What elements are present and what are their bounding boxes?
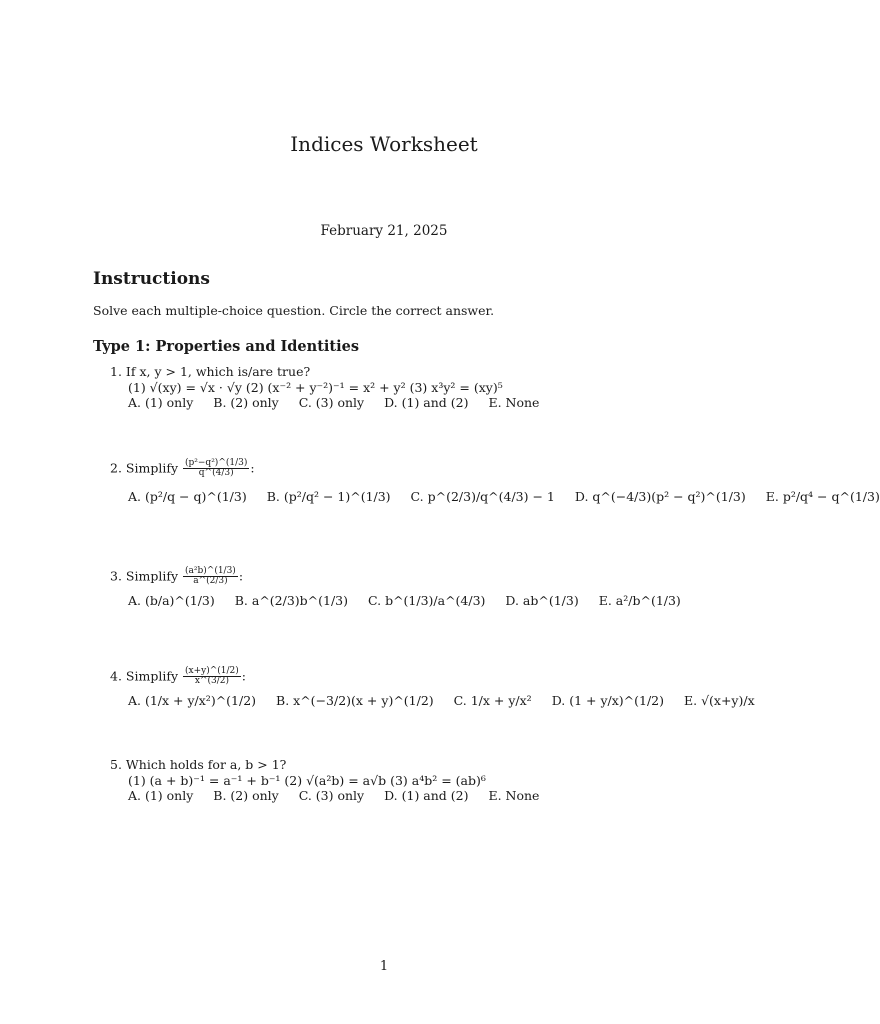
option-b[interactable]: B. (2) only <box>213 395 279 411</box>
question-stem: Which holds for a, b > 1? <box>125 757 287 772</box>
question-number: 3. <box>110 568 122 584</box>
answer-options <box>110 489 880 505</box>
page-title: Indices Worksheet <box>290 132 478 156</box>
expression-denominator: x^(3/2) <box>194 676 229 687</box>
question-4: 4. Simplify $\frac{(x+y)\^{}(1/2)}{x\^{}(3/2)}$ : A. (1/x + y/x²)^(1/2) B. x^(−3/2)(x + y)^(1/2) C. 1/x + y/x² D. (1 + y/x)^(1/2) E. √(x+y)/x <box>110 666 755 708</box>
question-stem: Simplify <box>125 568 179 584</box>
question-number: 1. <box>110 364 122 379</box>
question-5 <box>110 757 539 804</box>
expression-denominator: q^(4/3) <box>198 468 234 479</box>
expression-numerator: (p²−q²)^(1/3) <box>185 458 248 468</box>
question-stem: Simplify <box>125 668 179 684</box>
instructions-text: Solve each multiple-choice question. Circle the correct answer. <box>93 303 495 318</box>
option-b[interactable]: B. (p²/q² − 1)^(1/3) <box>266 488 391 504</box>
expression-numerator: (x+y)^(1/2) <box>185 666 239 676</box>
question-expression <box>183 459 249 479</box>
question-number: 4. <box>110 668 122 684</box>
option-d[interactable]: D. (1) and (2) <box>384 788 469 804</box>
question-statement: (1) (a + b)⁻¹ = a⁻¹ + b⁻¹ (2) √(a²b) = a√b (3) a⁴b² = (ab)⁶ <box>128 772 486 788</box>
question-1 <box>110 364 539 411</box>
option-a[interactable]: A. (b/a)^(1/3) <box>128 592 215 608</box>
answer-options <box>110 788 539 804</box>
answer-options <box>110 395 539 411</box>
option-a[interactable]: A. (1) only <box>128 788 194 804</box>
option-e[interactable]: E. p²/q⁴ − q^(1/3) <box>765 488 880 504</box>
answer-options <box>110 693 755 709</box>
option-e[interactable]: E. a²/b^(1/3) <box>598 592 681 608</box>
option-c[interactable]: C. b^(1/3)/a^(4/3) <box>368 592 486 608</box>
option-a[interactable]: A. (p²/q − q)^(1/3) <box>128 488 247 504</box>
question-number: 5. <box>110 757 122 772</box>
question-stem: If x, y > 1, which is/are true? <box>125 364 311 379</box>
option-b[interactable]: B. x^(−3/2)(x + y)^(1/2) <box>276 692 434 708</box>
expression-denominator: a^(2/3) <box>193 576 228 587</box>
expression-numerator: (a²b)^(1/3) <box>185 566 236 576</box>
option-e[interactable]: E. None <box>488 788 540 804</box>
question-stem: Simplify <box>125 460 179 476</box>
question-expression <box>183 667 241 687</box>
question-number: 2. <box>110 460 122 476</box>
answer-options <box>110 593 681 609</box>
option-c[interactable]: C. (3) only <box>298 395 365 411</box>
option-c[interactable]: C. p^(2/3)/q^(4/3) − 1 <box>410 488 555 504</box>
option-d[interactable]: D. q^(−4/3)(p² − q²)^(1/3) <box>574 488 746 504</box>
instructions-heading: Instructions <box>93 269 210 289</box>
option-b[interactable]: B. (2) only <box>213 788 279 804</box>
option-c[interactable]: C. (3) only <box>298 788 365 804</box>
option-e[interactable]: E. None <box>488 395 540 411</box>
question-3: 3. Simplify $\frac{\text{(a²b)\textasciicircum{}(1/3)}}{a\^{}(2/3)}$ : A. (b/a)^(1/3) B. a^(2/3)b^(1/3) C. b^(1/3)/a^(4/3) D. ab^(1/3) E. a²/b^(1/3) <box>110 566 681 608</box>
option-d[interactable]: D. (1 + y/x)^(1/2) <box>551 692 665 708</box>
date-line: February 21, 2025 <box>320 223 448 239</box>
option-d[interactable]: D. (1) and (2) <box>384 395 469 411</box>
option-a[interactable]: A. (1/x + y/x²)^(1/2) <box>128 692 257 708</box>
question-statement: (1) √(xy) = √x · √y (2) (x⁻² + y⁻²)⁻¹ = x² + y² (3) x³y² = (xy)⁵ <box>128 379 503 395</box>
option-d[interactable]: D. ab^(1/3) <box>505 592 579 608</box>
question-expression <box>183 567 238 587</box>
question-2: 2. Simplify $\frac{\text{(p²−q²)\textasciicircum{}(1/3)}}{q\^{}(4/3)}$ : A. (p²/q − q)^(1/3) B. (p²/q² − 1)^(1/3) C. p^(2/3)/q^(4/3) − 1 D. q^(−4/3)(p² − q²)^(1/3) E. p²/q⁴ − q^(1/3) <box>110 458 880 504</box>
option-c[interactable]: C. 1/x + y/x² <box>453 692 532 708</box>
page-number: 1 <box>379 959 389 974</box>
option-b[interactable]: B. a^(2/3)b^(1/3) <box>234 592 349 608</box>
option-e[interactable]: E. √(x+y)/x <box>684 692 755 708</box>
section-heading: Type 1: Properties and Identities <box>93 338 359 355</box>
option-a[interactable]: A. (1) only <box>128 395 194 411</box>
